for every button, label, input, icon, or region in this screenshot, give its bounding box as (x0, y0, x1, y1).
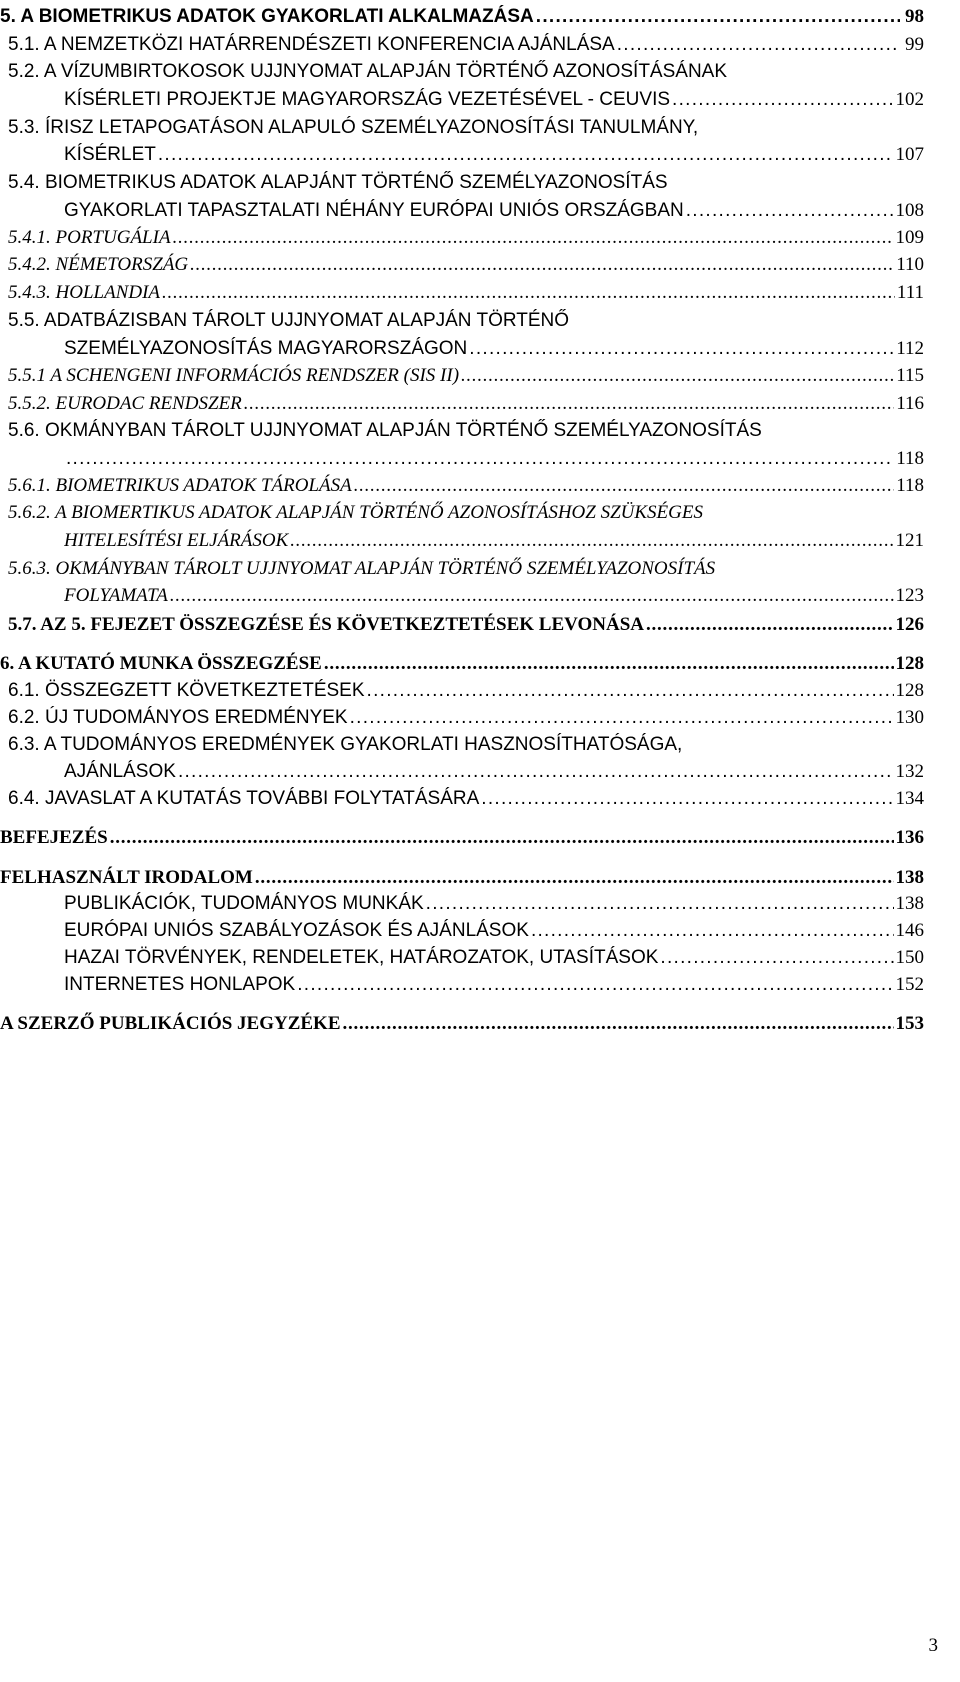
toc-entry-page: 126 (895, 614, 924, 635)
toc-entry[interactable] (0, 88, 960, 112)
toc-entry-title: 5.5.1 A SCHENGENI INFORMÁCIÓS RENDSZER (SIS II) (8, 365, 460, 386)
toc-entry-page: 110 (896, 254, 924, 275)
toc-entry[interactable] (0, 474, 960, 498)
toc-entry-page: 102 (895, 89, 924, 110)
toc-entry-title: A SZERZŐ PUBLIKÁCIÓS JEGYZÉKE (0, 1013, 341, 1034)
toc-entry-page: 98 (905, 6, 924, 27)
toc-entry-title: 5.2. A VÍZUMBIRTOKOSOK UJJNYOMAT ALAPJÁN TÖRTÉNŐ AZONOSÍTÁSÁNAK (8, 61, 728, 82)
toc-entry-title: 6.4. JAVASLAT A KUTATÁS TOVÁBBI FOLYTATÁSÁRA (8, 788, 480, 809)
toc-entry-title: 6.3. A TUDOMÁNYOS EREDMÉNYEK GYAKORLATI HASZNOSÍTHATÓSÁGA, (8, 734, 683, 755)
toc-entry[interactable] (0, 826, 960, 850)
toc-entry-title: INTERNETES HONLAPOK (64, 974, 296, 995)
toc-entry-title: SZEMÉLYAZONOSÍTÁS MAGYARORSZÁGON (64, 338, 468, 359)
toc-entry-title: KÍSÉRLET (64, 144, 156, 165)
toc-entry[interactable] (0, 253, 960, 277)
toc-entry[interactable] (0, 501, 960, 525)
toc-entry-title: 6.2. ÚJ TUDOMÁNYOS EREDMÉNYEK (8, 707, 348, 728)
toc-entry-title: 5.4. BIOMETRIKUS ADATOK ALAPJÁNT TÖRTÉNŐ SZEMÉLYAZONOSÍTÁS (8, 172, 668, 193)
toc-entry-page: 116 (896, 393, 924, 414)
toc-entry-title: HAZAI TÖRVÉNYEK, RENDELETEK, HATÁROZATOK, UTASÍTÁSOK (64, 947, 659, 968)
toc-entry-title: 5. A BIOMETRIKUS ADATOK GYAKORLATI ALKALMAZÁSA (0, 6, 534, 27)
toc-entry-page: 115 (896, 365, 924, 386)
toc-entry[interactable] (0, 919, 960, 943)
toc-entry-page: 118 (896, 448, 924, 469)
toc-entry[interactable] (0, 892, 960, 916)
toc-entry-title: 5.6.1. BIOMETRIKUS ADATOK TÁROLÁSA (8, 475, 352, 496)
toc-entry-title: 6. A KUTATÓ MUNKA ÖSSZEGZÉSE (0, 653, 322, 674)
toc-entry[interactable] (0, 652, 960, 676)
toc-entry[interactable] (0, 706, 960, 730)
toc-entry-title: GYAKORLATI TAPASZTALATI NÉHÁNY EURÓPAI UNIÓS ORSZÁGBAN (64, 200, 684, 221)
toc-entry[interactable] (0, 447, 960, 471)
toc-entry[interactable] (0, 116, 960, 140)
toc-entry[interactable] (0, 309, 960, 333)
toc-entry[interactable] (0, 787, 960, 811)
toc-entry-title: 6.1. ÖSSZEGZETT KÖVETKEZTETÉSEK (8, 680, 365, 701)
toc-entry[interactable] (0, 946, 960, 970)
toc-entry[interactable] (0, 613, 960, 637)
toc-entry-title: 5.4.1. PORTUGÁLIA (8, 227, 171, 248)
toc-entry[interactable] (0, 171, 960, 195)
toc-entry[interactable] (0, 337, 960, 361)
toc-entry-title: 5.3. ÍRISZ LETAPOGATÁSON ALAPULÓ SZEMÉLYAZONOSÍTÁSI TANULMÁNY, (8, 117, 699, 138)
toc-entry-title: PUBLIKÁCIÓK, TUDOMÁNYOS MUNKÁK (64, 893, 424, 914)
toc-entry-page: 130 (895, 707, 924, 728)
toc-entry[interactable] (0, 1012, 960, 1036)
toc-entry-page: 138 (895, 867, 924, 888)
toc-entry-page: 111 (896, 282, 924, 303)
toc-entry-title: EURÓPAI UNIÓS SZABÁLYOZÁSOK ÉS AJÁNLÁSOK (64, 920, 529, 941)
toc-entry[interactable] (0, 33, 960, 57)
toc-entry-page: 108 (895, 200, 924, 221)
toc-entry[interactable] (0, 143, 960, 167)
toc-entry[interactable] (0, 392, 960, 416)
toc-entry-title: 5.4.2. NÉMETORSZÁG (8, 254, 189, 275)
toc-entry[interactable] (0, 199, 960, 223)
toc-entry-title: HITELESÍTÉSI ELJÁRÁSOK (64, 530, 289, 551)
page-number: 3 (928, 1635, 938, 1656)
toc-entry-title: FOLYAMATA (64, 585, 168, 606)
toc-entry-title: FELHASZNÁLT IRODALOM (0, 867, 253, 888)
toc-entry-page: 146 (895, 920, 924, 941)
toc-entry-page: 134 (895, 788, 924, 809)
toc-entry-page: 99 (905, 34, 924, 55)
toc-entry-page: 118 (896, 475, 924, 496)
toc-entry[interactable] (0, 419, 960, 443)
toc-entry-title (64, 448, 66, 469)
toc-entry[interactable] (0, 973, 960, 997)
toc-entry[interactable] (0, 281, 960, 305)
toc-entry-title: 5.7. AZ 5. FEJEZET ÖSSZEGZÉSE ÉS KÖVETKEZTETÉSEK LEVONÁSA (8, 614, 644, 635)
toc-entry-title: KÍSÉRLETI PROJEKTJE MAGYARORSZÁG VEZETÉSÉVEL - CEUVIS (64, 89, 671, 110)
toc-entry-page: 132 (895, 761, 924, 782)
toc-entry[interactable] (0, 5, 960, 29)
toc-entry[interactable] (0, 529, 960, 553)
toc-entry-page: 112 (896, 338, 924, 359)
toc-entry[interactable] (0, 733, 960, 757)
toc-entry[interactable] (0, 584, 960, 608)
toc-entry[interactable] (0, 760, 960, 784)
toc-entry-title: 5.6.2. A BIOMERTIKUS ADATOK ALAPJÁN TÖRTÉNŐ AZONOSÍTÁSHOZ SZÜKSÉGES (8, 502, 703, 523)
toc-entry[interactable] (0, 60, 960, 84)
toc-entry-page: 121 (895, 530, 924, 551)
toc-entry-page: 123 (895, 585, 924, 606)
toc-entry-title: 5.6. OKMÁNYBAN TÁROLT UJJNYOMAT ALAPJÁN TÖRTÉNŐ SZEMÉLYAZONOSÍTÁS (8, 420, 762, 441)
toc-entry-page: 109 (895, 227, 924, 248)
toc-entry[interactable] (0, 679, 960, 703)
toc-entry-title: 5.1. A NEMZETKÖZI HATÁRRENDÉSZETI KONFERENCIA AJÁNLÁSA (8, 34, 615, 55)
toc-entry-title: 5.6.3. OKMÁNYBAN TÁROLT UJJNYOMAT ALAPJÁN TÖRTÉNŐ SZEMÉLYAZONOSÍTÁS (8, 558, 716, 579)
toc-entry-page: 153 (895, 1013, 924, 1034)
toc-entry-page: 128 (895, 680, 924, 701)
toc-entry-page: 152 (895, 974, 924, 995)
toc-entry-page: 150 (895, 947, 924, 968)
toc-entry[interactable] (0, 226, 960, 250)
toc-entry[interactable] (0, 364, 960, 388)
toc-entry-title: 5.5.2. EURODAC RENDSZER (8, 393, 242, 414)
toc-entry-page: 138 (895, 893, 924, 914)
toc-entry[interactable] (0, 557, 960, 581)
toc-entry[interactable] (0, 866, 960, 890)
toc-entry-title: BEFEJEZÉS (0, 827, 108, 848)
toc-entry-title: 5.5. ADATBÁZISBAN TÁROLT UJJNYOMAT ALAPJÁN TÖRTÉNŐ (8, 310, 570, 331)
toc-entry-page: 107 (895, 144, 924, 165)
toc-entry-title: 5.4.3. HOLLANDIA (8, 282, 161, 303)
toc-entry-page: 128 (895, 653, 924, 674)
toc-entry-page: 136 (895, 827, 924, 848)
toc-entry-title: AJÁNLÁSOK (64, 761, 176, 782)
